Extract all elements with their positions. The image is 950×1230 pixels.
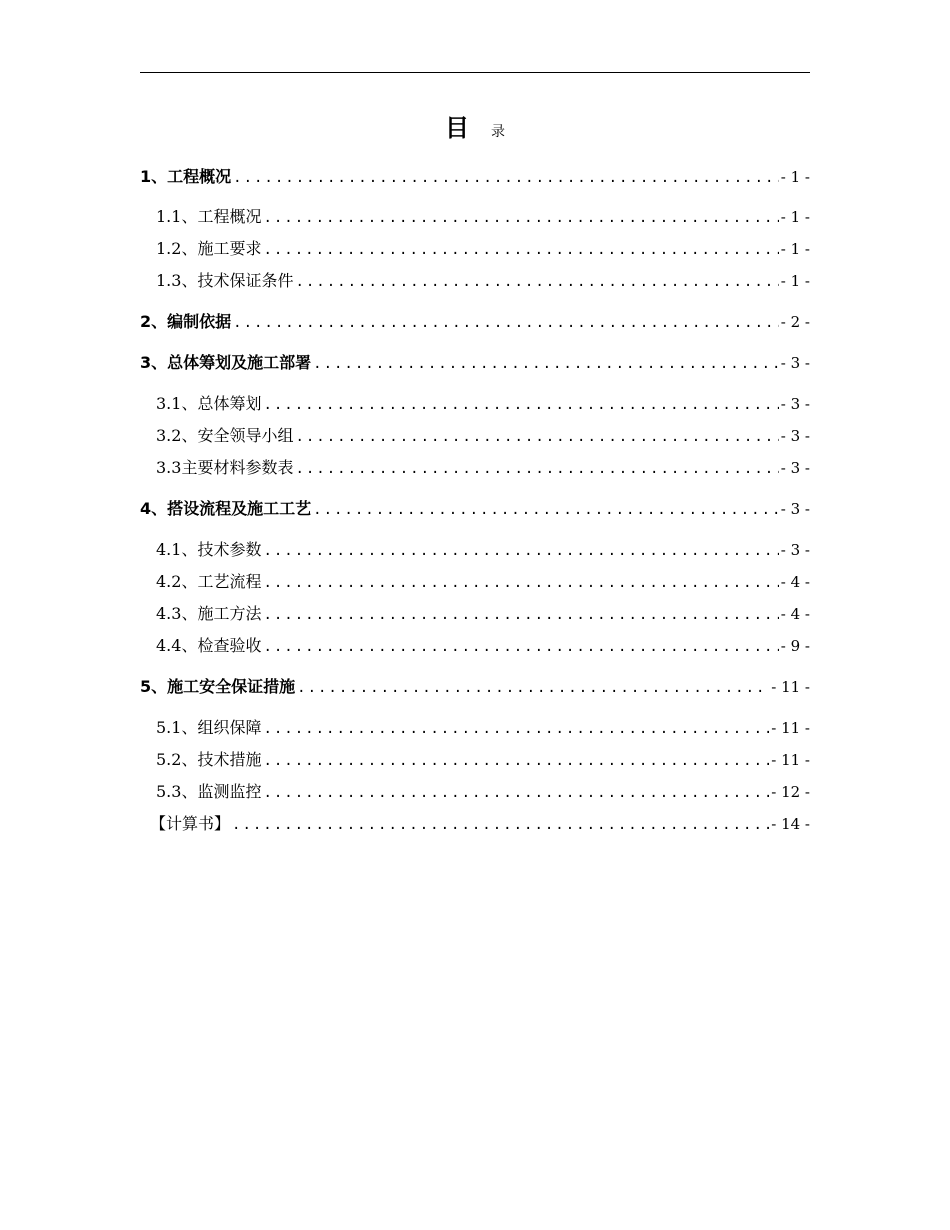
toc-entry-2[interactable] bbox=[140, 310, 810, 334]
toc-dot-leader bbox=[295, 425, 778, 449]
toc-entry-label: 4.1、技术参数 bbox=[156, 540, 262, 559]
toc-title-suffix: 录 bbox=[491, 124, 505, 140]
toc-entry-5[interactable] bbox=[140, 675, 810, 699]
toc-entry-page: - 3 - bbox=[780, 459, 810, 477]
toc-entry-label: 5.3、监测监控 bbox=[156, 782, 262, 801]
toc-entry-1[interactable] bbox=[140, 165, 810, 189]
toc-entry-label: 1.2、施工要求 bbox=[156, 239, 262, 258]
toc-dot-leader bbox=[263, 393, 778, 417]
toc-entry-label: 4.2、工艺流程 bbox=[156, 572, 262, 591]
toc-entry-label: 4.3、施工方法 bbox=[156, 604, 262, 623]
toc-dot-leader bbox=[313, 498, 779, 522]
toc-entry-page: - 3 - bbox=[780, 354, 810, 372]
toc-entry-5-3[interactable] bbox=[140, 780, 810, 804]
toc-entry-label: 5.1、组织保障 bbox=[156, 718, 262, 737]
toc-entry-page: - 1 - bbox=[780, 168, 810, 186]
toc-dot-leader bbox=[233, 166, 779, 190]
toc-entry-page: - 14 - bbox=[771, 815, 810, 833]
toc-entry-label: 3.2、安全领导小组 bbox=[156, 426, 294, 445]
toc-entry-4-2[interactable] bbox=[140, 570, 810, 594]
toc-entry-page: - 4 - bbox=[780, 573, 810, 591]
toc-entry-label: 5.2、技术措施 bbox=[156, 750, 262, 769]
toc-entry-label: 1.1、工程概况 bbox=[156, 207, 262, 226]
toc-entry-page: - 11 - bbox=[771, 751, 810, 769]
toc-dot-leader bbox=[233, 311, 779, 335]
toc-entry-page: - 3 - bbox=[780, 500, 810, 518]
toc-entry-page: - 2 - bbox=[780, 313, 810, 331]
toc-entry-page: - 4 - bbox=[780, 605, 810, 623]
toc-dot-leader bbox=[263, 781, 769, 805]
toc-entry-label: 5、施工安全保证措施 bbox=[140, 677, 296, 696]
toc-entry-label: 3.1、总体筹划 bbox=[156, 394, 262, 413]
toc-dot-leader bbox=[263, 749, 769, 773]
toc-dot-leader bbox=[263, 717, 769, 741]
toc-entry-label: 4.4、检查验收 bbox=[156, 636, 262, 655]
toc-entry-page: - 1 - bbox=[780, 208, 810, 226]
toc-entry-page: - 11 - bbox=[771, 678, 810, 696]
toc-entry-label: 2、编制依据 bbox=[140, 312, 232, 331]
toc-entry-label: 3.3主要材料参数表 bbox=[156, 458, 294, 477]
toc-entry-page: - 3 - bbox=[780, 395, 810, 413]
toc-entry-4-4[interactable] bbox=[140, 634, 810, 658]
toc-entry-page: - 3 - bbox=[780, 427, 810, 445]
toc-entry-3-1[interactable] bbox=[140, 392, 810, 416]
toc-entry-page: - 9 - bbox=[780, 637, 810, 655]
toc-dot-leader bbox=[263, 603, 778, 627]
toc-entry-label: 【计算书】 bbox=[150, 814, 231, 833]
toc-entry-1-3[interactable] bbox=[140, 269, 810, 293]
toc-dot-leader bbox=[295, 270, 778, 294]
toc-entry-1-1[interactable] bbox=[140, 205, 810, 229]
toc-dot-leader bbox=[313, 352, 779, 376]
toc-dot-leader bbox=[263, 635, 778, 659]
toc-entry-page: - 12 - bbox=[771, 783, 810, 801]
toc-entry-3-2[interactable] bbox=[140, 424, 810, 448]
toc-entry-page: - 3 - bbox=[780, 541, 810, 559]
toc-entry-1-2[interactable] bbox=[140, 237, 810, 261]
toc-entry-page: - 1 - bbox=[780, 240, 810, 258]
toc-title-main: 目 bbox=[445, 114, 469, 142]
toc-dot-leader bbox=[232, 813, 769, 837]
toc-entry-label: 1、工程概况 bbox=[140, 167, 232, 186]
toc-entry-5-1[interactable] bbox=[140, 716, 810, 740]
toc-entry-label: 3、总体筹划及施工部署 bbox=[140, 353, 312, 372]
toc-entry-3-3[interactable] bbox=[140, 456, 810, 480]
toc-dot-leader bbox=[263, 238, 778, 262]
toc-entry-4-1[interactable] bbox=[140, 538, 810, 562]
toc-entry-page: - 1 - bbox=[780, 272, 810, 290]
toc-entry-page: - 11 - bbox=[771, 719, 810, 737]
toc-dot-leader bbox=[295, 457, 778, 481]
toc-title bbox=[140, 108, 810, 143]
toc-entry-4-3[interactable] bbox=[140, 602, 810, 626]
toc-entry-5-2[interactable] bbox=[140, 748, 810, 772]
header-rule bbox=[140, 72, 810, 73]
toc-entry-label: 4、搭设流程及施工工艺 bbox=[140, 499, 312, 518]
toc-dot-leader bbox=[297, 676, 769, 700]
toc-dot-leader bbox=[263, 571, 778, 595]
toc-dot-leader bbox=[263, 206, 778, 230]
toc-entry-calculation-book[interactable] bbox=[140, 812, 810, 836]
toc-entry-label: 1.3、技术保证条件 bbox=[156, 271, 294, 290]
toc-entry-3[interactable] bbox=[140, 351, 810, 375]
toc-entry-4[interactable] bbox=[140, 497, 810, 521]
toc-dot-leader bbox=[263, 539, 778, 563]
